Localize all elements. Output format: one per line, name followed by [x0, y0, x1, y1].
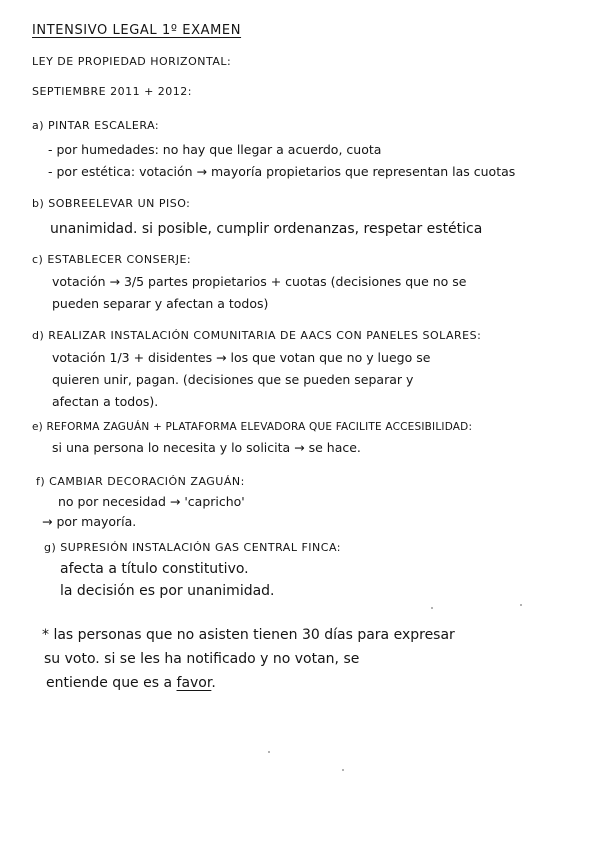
note-emphasis-favor: favor	[176, 675, 212, 691]
section-d-line-1: votación 1/3 + disidentes → los que votan que no y luego se	[52, 350, 431, 365]
section-d-line-2: quieren unir, pagan. (decisiones que se pueden separar y	[52, 372, 414, 387]
section-d-heading: d) REALIZAR INSTALACIÓN COMUNITARIA DE AACS CON PANELES SOLARES:	[32, 329, 482, 342]
page-title: INTENSIVO LEGAL 1º EXAMEN	[32, 23, 242, 38]
section-d-line-3: afectan a todos).	[52, 394, 159, 409]
section-f-line-2: → por mayoría.	[42, 514, 137, 529]
section-g-heading: g) SUPRESIÓN INSTALACIÓN GAS CENTRAL FINCA:	[44, 541, 341, 554]
section-b-line-1: unanimidad. si posible, cumplir ordenanzas, respetar estética	[50, 221, 483, 237]
section-g-line-1: afecta a título constitutivo.	[60, 561, 249, 577]
note-line-3-end: .	[211, 675, 216, 691]
note-line-1: * las personas que no asisten tienen 30 días para expresar	[42, 627, 455, 643]
section-e-heading: e) REFORMA ZAGUÁN + PLATAFORMA ELEVADORA QUE FACILITE ACCESIBILIDAD:	[32, 421, 473, 433]
section-f-heading: f) CAMBIAR DECORACIÓN ZAGUÁN:	[36, 475, 245, 488]
note-line-3	[46, 676, 216, 690]
section-g-line-2: la decisión es por unanimidad.	[60, 583, 275, 599]
scan-speck	[342, 769, 344, 771]
law-heading: LEY DE PROPIEDAD HORIZONTAL:	[32, 55, 232, 68]
section-c-line-1: votación → 3/5 partes propietarios + cuotas (decisiones que no se	[52, 274, 467, 289]
section-b-heading: b) SOBREELEVAR UN PISO:	[32, 197, 191, 210]
scan-speck	[431, 607, 433, 609]
note-line-2: su voto. si se les ha notificado y no votan, se	[44, 651, 360, 667]
section-f-line-1: no por necesidad → 'capricho'	[58, 494, 245, 509]
section-a-line-2: - por estética: votación → mayoría propietarios que representan las cuotas	[48, 164, 516, 179]
note-line-3-text: entiende que es a	[46, 675, 177, 691]
scan-speck	[268, 751, 270, 753]
section-e-line-1: si una persona lo necesita y lo solicita → se hace.	[52, 440, 361, 455]
section-c-heading: c) ESTABLECER CONSERJE:	[32, 253, 192, 266]
exam-period: SEPTIEMBRE 2011 + 2012:	[32, 85, 193, 98]
section-a-line-1: - por humedades: no hay que llegar a acuerdo, cuota	[48, 142, 382, 157]
section-a-heading: a) PINTAR ESCALERA:	[32, 119, 160, 132]
section-c-line-2: pueden separar y afectan a todos)	[52, 296, 269, 311]
scan-speck	[520, 604, 522, 606]
